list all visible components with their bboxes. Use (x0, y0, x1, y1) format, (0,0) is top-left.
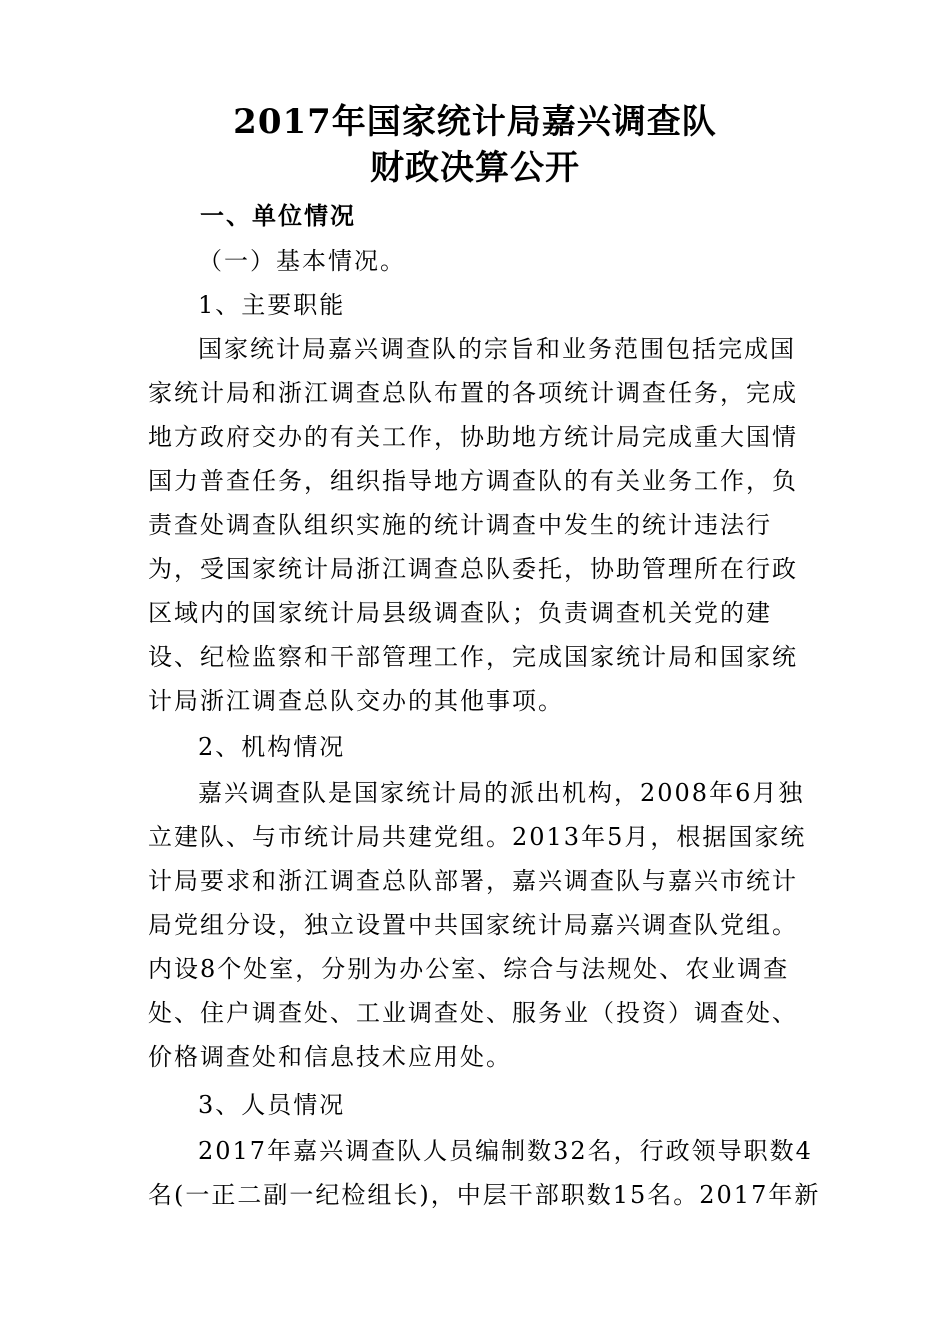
paragraph-line: 立建队、与市统计局共建党组。2013年5月，根据国家统 (148, 823, 807, 851)
item-heading-organization: 2、机构情况 (198, 733, 346, 761)
paragraph-line: 名(一正二副一纪检组长)，中层干部职数15名。2017年新 (148, 1181, 821, 1209)
item-heading-personnel: 3、人员情况 (198, 1091, 346, 1119)
paragraph-line: 计局浙江调查总队交办的其他事项。 (148, 687, 564, 715)
paragraph-line: 国家统计局嘉兴调查队的宗旨和业务范围包括完成国 (198, 335, 796, 363)
paragraph-line: 内设8个处室，分别为办公室、综合与法规处、农业调查 (148, 955, 790, 983)
document-title-line-2: 财政决算公开 (370, 148, 580, 188)
paragraph-line: 国力普查任务，组织指导地方调查队的有关业务工作，负 (148, 467, 798, 495)
paragraph-line: 家统计局和浙江调查总队布置的各项统计调查任务，完成 (148, 379, 798, 407)
paragraph-line: 区域内的国家统计局县级调查队；负责调查机关党的建 (148, 599, 772, 627)
paragraph-line: 计局要求和浙江调查总队部署，嘉兴调查队与嘉兴市统计 (148, 867, 798, 895)
document-title-line-1: 2017年国家统计局嘉兴调查队 (233, 102, 717, 142)
paragraph-line: 嘉兴调查队是国家统计局的派出机构，2008年6月独 (198, 779, 805, 807)
item-heading-main-functions: 1、主要职能 (198, 291, 346, 319)
paragraph-line: 设、纪检监察和干部管理工作，完成国家统计局和国家统 (148, 643, 798, 671)
subsection-basic-info: （一）基本情况。 (198, 247, 406, 275)
paragraph-line: 处、住户调查处、工业调查处、服务业（投资）调查处、 (148, 999, 798, 1027)
section-heading-unit-info: 一、单位情况 (200, 202, 356, 230)
paragraph-line: 2017年嘉兴调查队人员编制数32名，行政领导职数4 (198, 1137, 813, 1165)
paragraph-line: 为，受国家统计局浙江调查总队委托，协助管理所在行政 (148, 555, 798, 583)
paragraph-line: 局党组分设，独立设置中共国家统计局嘉兴调查队党组。 (148, 911, 798, 939)
paragraph-line: 责查处调查队组织实施的统计调查中发生的统计违法行 (148, 511, 772, 539)
paragraph-line: 地方政府交办的有关工作，协助地方统计局完成重大国情 (148, 423, 798, 451)
paragraph-line: 价格调查处和信息技术应用处。 (148, 1043, 512, 1071)
